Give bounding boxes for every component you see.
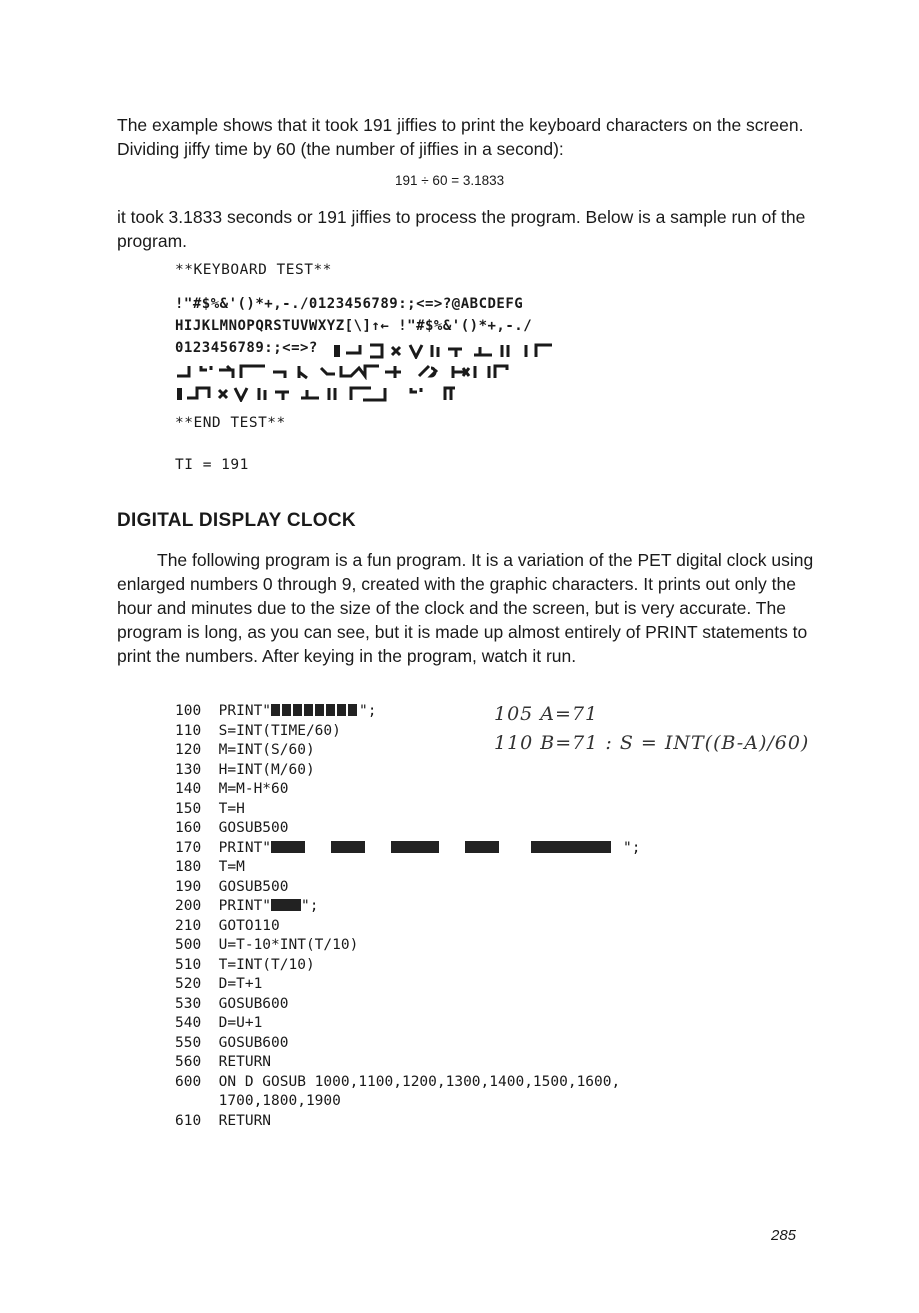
code-line: 160 GOSUB500 [175,820,289,836]
code-line: 610 RETURN [175,1112,272,1129]
code-line: 180 T=M [175,859,245,875]
code-line: 120 M=INT(S/60) [175,742,315,758]
code-line: 530 GOSUB600 [175,995,289,1012]
graphic-string [271,840,623,856]
code-line: 200 PRINT" "; [175,898,319,914]
code-line: 560 RETURN [175,1054,272,1070]
keyboard-test-line-2: HIJKLMNOPQRSTUVWXYZ[\]↑← !"#$%&'()*+,-./ [175,318,533,334]
graphic-string [271,898,301,914]
code-line: 190 GOSUB500 [175,878,289,895]
code-line: 130 H=INT(M/60) [175,761,315,778]
code-line: 210 GOTO110 [175,917,280,934]
code-line: 170 PRINT" "; [175,839,641,856]
code-line: 520 D=T+1 [175,976,263,992]
division-formula: 191 ÷ 60 = 3.1833 [395,173,505,188]
code-line: 500 U=T-10*INT(T/10) [175,937,359,953]
ti-result: TI = 191 [175,457,249,473]
clock-description-paragraph: The following program is a fun program. It is a variation of the PET digital clock using enlarged numbers 0 through 9, created with the graphic characters. It prints out only the hour and minutes due to the size of the clock and the screen, but is very accurate. The program is long, as you can see, but it is made up almost entirely of PRINT statements to print the numbers. After keying in the program, watch it run. [117,550,814,666]
section-heading: DIGITAL DISPLAY CLOCK [117,510,356,531]
code-line: 510 T=INT(T/10) [175,956,315,973]
code-line: 540 D=U+1 [175,1015,263,1031]
code-line: 100 PRINT" "; [175,703,377,719]
code-line: 550 GOSUB600 [175,1034,289,1051]
keyboard-test-title: **KEYBOARD TEST** [175,262,332,278]
end-test-title: **END TEST** [175,415,286,431]
code-line: 110 S=INT(TIME/60) [175,722,341,739]
code-line: 600 ON D GOSUB 1000,1100,1200,1300,1400,1500,1600, [175,1073,621,1090]
intro-paragraph: The example shows that it took 191 jiffies to print the keyboard characters on the screen. Dividing jiffy time by 60 (the number of jiffies in a second): [117,115,804,159]
code-line: 150 T=H [175,800,245,817]
result-paragraph: it took 3.1833 seconds or 191 jiffies to process the program. Below is a sample run of the program. [117,207,806,251]
graphic-string [271,703,359,719]
graphic-chars-row-5 [175,384,535,402]
graphic-chars-row-3 [330,341,660,359]
keyboard-test-line-1: !"#$%&'()*+,-./0123456789:;<=>?@ABCDEFG [175,296,524,312]
code-line: 140 M=M-H*60 [175,781,289,797]
page-number: 285 [771,1227,797,1244]
code-line: 1700,1800,1900 [175,1093,341,1109]
handwritten-note-2: 110 B=71 : S = INT((B-A)/60) [494,732,810,754]
graphic-chars-row-4 [175,362,665,380]
keyboard-test-line-3: 0123456789:;<=>? [175,340,318,356]
program-listing [175,703,641,1132]
handwritten-note-1: 105 A=71 [494,703,599,725]
